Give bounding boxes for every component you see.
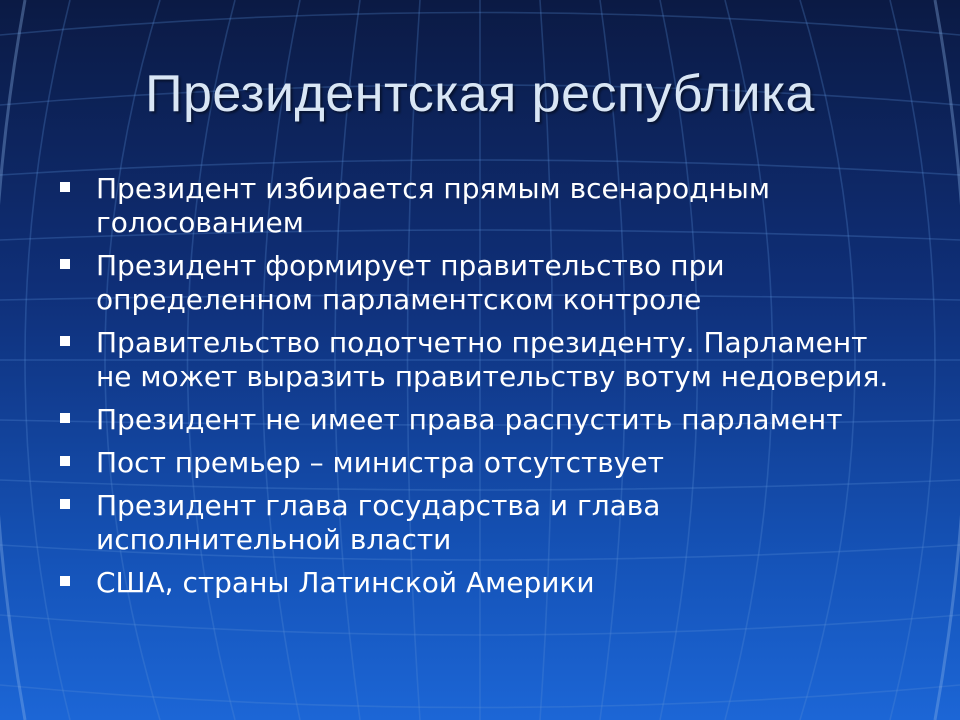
bullet-text: Президент не имеет права распустить парламент (96, 403, 843, 436)
square-bullet-icon (60, 336, 70, 346)
list-item (60, 249, 900, 317)
list-item (60, 403, 900, 437)
bullet-text: США, страны Латинской Америки (96, 566, 595, 599)
bullet-text: Пост премьер – министра отсутствует (96, 446, 664, 479)
list-item (60, 446, 900, 480)
square-bullet-icon (60, 499, 70, 509)
list-item (60, 566, 900, 600)
bullet-text: Президент избирается прямым всенародным голосованием (96, 172, 770, 239)
list-item (60, 172, 900, 240)
square-bullet-icon (60, 576, 70, 586)
square-bullet-icon (60, 259, 70, 269)
bullet-text: Правительство подотчетно президенту. Парламент не может выразить правительству вотум недоверия. (96, 326, 889, 393)
bullet-list (60, 172, 900, 609)
list-item (60, 489, 900, 557)
bullet-text: Президент формирует правительство при определенном парламентском контроле (96, 249, 725, 316)
list-item (60, 326, 900, 394)
square-bullet-icon (60, 182, 70, 192)
square-bullet-icon (60, 456, 70, 466)
bullet-text: Президент глава государства и глава исполнительной власти (96, 489, 661, 556)
slide-title: Президентская республика (145, 65, 815, 123)
square-bullet-icon (60, 413, 70, 423)
